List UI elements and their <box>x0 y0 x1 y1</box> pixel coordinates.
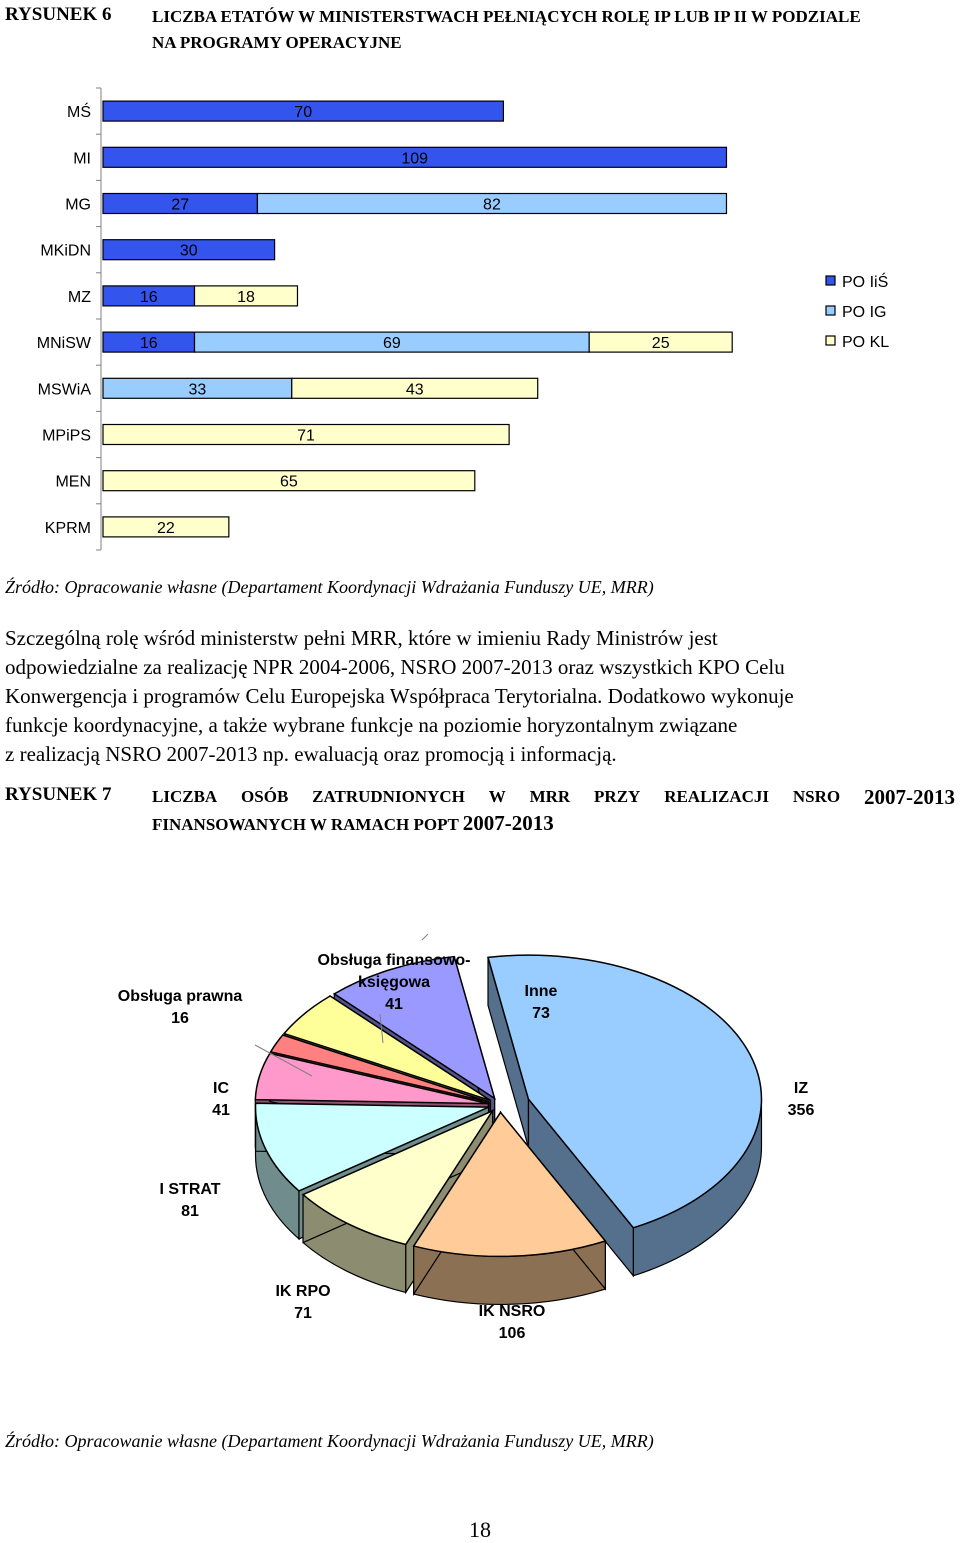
caption-word: LICZBA <box>152 787 218 806</box>
paragraph-line: funkcje koordynacyjne, a także wybrane funkcje na poziomie horyzontalnym związane <box>5 713 738 737</box>
pie-value-ikrpo: 71 <box>294 1305 312 1322</box>
pie-value-ic: 41 <box>212 1102 230 1119</box>
caption-word: NSRO <box>792 787 841 806</box>
caption-word: REALIZACJI <box>664 787 770 806</box>
bar-chart <box>0 0 960 560</box>
legend-label: PO KL <box>842 334 890 351</box>
caption-word: MRR <box>529 787 571 806</box>
bar-value-label: 16 <box>139 288 158 306</box>
category-label: MEN <box>55 473 91 491</box>
legend-swatch <box>826 306 835 315</box>
category-label: MŚ <box>67 104 91 122</box>
category-label: KPRM <box>44 519 91 537</box>
bar-value-label: 65 <box>280 473 298 491</box>
pie-label-inne: Inne <box>524 983 558 1000</box>
figure6-label: RYSUNEK 6 <box>5 4 112 25</box>
category-label: MKiDN <box>40 242 91 260</box>
figure7-caption-line2 <box>152 810 955 838</box>
figure6-caption-line2: NA PROGRAMY OPERACYJNE <box>152 33 402 52</box>
caption-word: OSÓB <box>241 787 289 806</box>
category-label: MZ <box>67 288 91 306</box>
bar-value-label: 25 <box>651 335 670 353</box>
bar-value-label: 71 <box>297 427 315 445</box>
pie-chart <box>0 900 960 1420</box>
pie-label-iz: IZ <box>793 1080 809 1097</box>
legend-swatch <box>826 276 835 285</box>
pie-value-istrat: 81 <box>181 1203 199 1220</box>
category-label: MPiPS <box>42 427 91 445</box>
figure6-source: Źródło: Opracowanie własne (Departament Koordynacji Wdrażania Funduszy UE, MRR) <box>5 577 654 597</box>
bar-value-label: 18 <box>237 288 255 306</box>
figure7-source: Źródło: Opracowanie własne (Departament Koordynacji Wdrażania Funduszy UE, MRR) <box>5 1431 654 1451</box>
body-paragraph <box>5 624 955 769</box>
pie-label-ikrpo: IK RPO <box>275 1283 331 1300</box>
pie-value-inne: 73 <box>532 1005 550 1022</box>
pie-label-fin2: księgowa <box>357 974 431 991</box>
legend-label: PO IiŚ <box>842 274 889 291</box>
pie-value-iz: 356 <box>787 1102 815 1119</box>
pie-value-prawna: 16 <box>171 1010 189 1027</box>
bar-value-label: 30 <box>179 242 198 260</box>
category-label: MNiSW <box>36 335 91 353</box>
caption-year: 2007-2013 <box>462 811 554 835</box>
pie-value-fin: 41 <box>385 996 403 1013</box>
bar-value-label: 70 <box>294 104 313 122</box>
paragraph-line: odpowiedzialne za realizację NPR 2004-2006, NSRO 2007-2013 oraz wszystkich KPO Celu <box>5 655 785 679</box>
figure7-label: RYSUNEK 7 <box>5 784 112 805</box>
pie-label-istrat: I STRAT <box>159 1181 221 1198</box>
figure6-caption-line1: LICZBA ETATÓW W MINISTERSTWACH PEŁNIĄCYCH ROLĘ IP LUB IP II W PODZIALE <box>152 7 861 26</box>
figure7-caption <box>152 784 955 838</box>
legend-swatch <box>826 336 835 345</box>
category-label: MG <box>65 196 91 214</box>
bar-value-label: 109 <box>401 150 429 168</box>
bar-value-label: 33 <box>188 381 207 399</box>
pie-value-iknsro: 106 <box>498 1325 526 1342</box>
figure7-caption-row <box>5 784 955 838</box>
figure7-caption-line1 <box>152 784 955 810</box>
caption-year: 2007-2013 <box>864 785 955 809</box>
bar-value-label: 16 <box>139 335 158 353</box>
legend-label: PO IG <box>842 304 887 321</box>
bar-value-label: 22 <box>157 519 175 537</box>
bar-value-label: 43 <box>405 381 424 399</box>
caption-word: PRZY <box>594 787 641 806</box>
caption-word: W <box>488 787 506 806</box>
category-label: MSWiA <box>37 381 91 399</box>
paragraph-line: Konwergencja i programów Celu Europejska Współpraca Terytorialna. Dodatkowo wykonuje <box>5 684 794 708</box>
bar-value-label: 82 <box>483 196 501 214</box>
bar-value-label: 27 <box>171 196 190 214</box>
pie-label-prawna: Obsługa prawna <box>117 988 243 1005</box>
pie-label-ic: IC <box>213 1080 229 1097</box>
caption-word: ZATRUDNIONYCH <box>312 787 465 806</box>
paragraph-line: z realizacją NSRO 2007-2013 np. ewaluacją oraz promocją i informacją. <box>5 742 617 766</box>
page-number: 18 <box>469 1517 491 1542</box>
leader-line <box>422 934 428 940</box>
caption-text: FINANSOWANYCH W RAMACH POPT <box>152 815 459 834</box>
bar-value-label: 69 <box>382 335 401 353</box>
paragraph-line: Szczególną rolę wśród ministerstw pełni MRR, które w imieniu Rady Ministrów jest <box>5 626 718 650</box>
pie-label-fin1: Obsługa finansowo- <box>317 952 471 969</box>
category-label: MI <box>73 150 91 168</box>
pie-label-iknsro: IK NSRO <box>478 1303 546 1320</box>
